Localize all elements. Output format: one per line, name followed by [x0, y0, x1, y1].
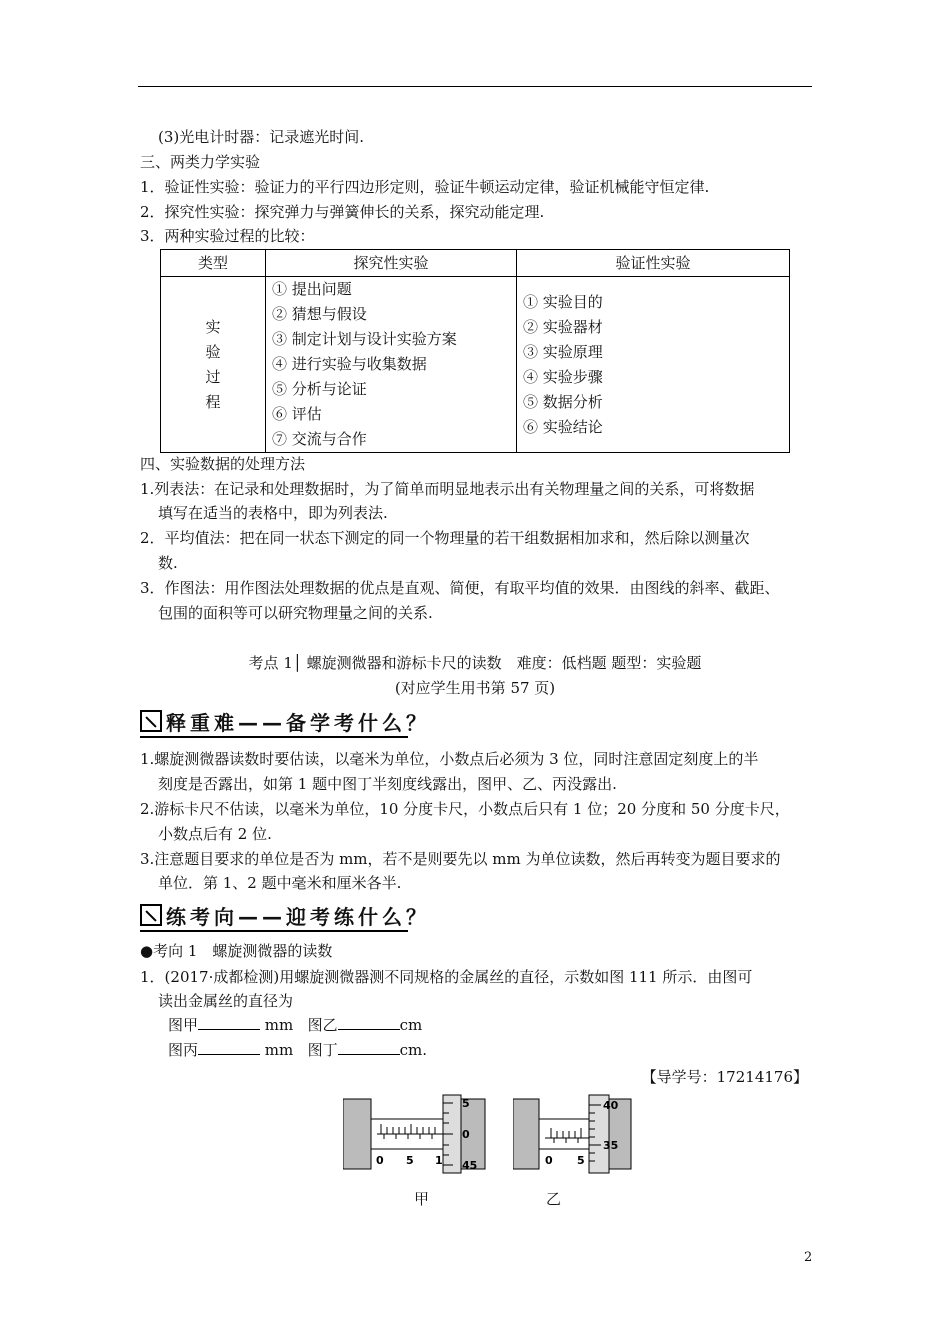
verify-steps	[517, 277, 790, 453]
top-item: (3)光电计时器：记录遮光时间.	[158, 128, 365, 146]
figure-caption-yi: 乙	[546, 1190, 562, 1208]
paragraph-line: 小数点后有 2 位.	[158, 825, 272, 843]
paragraph-line: 刻度是否露出，如第 1 题中图丁半刻度线露出，图甲、乙、丙没露出.	[158, 775, 617, 793]
banner-rule	[140, 736, 408, 738]
list-item: ⑤ 分析与论证	[272, 380, 367, 398]
list-item: ④ 实验步骤	[523, 367, 603, 386]
page-number: 2	[804, 1250, 813, 1265]
micrometer-figure-jia	[343, 1093, 488, 1175]
list-item: ③ 制定计划与设计实验方案	[272, 330, 457, 348]
paragraph-line: 1.列表法：在记录和处理数据时，为了简单而明显地表示出有关物理量之间的关系，可将数据	[140, 480, 755, 498]
section-banner: 练考向——迎考练什么？	[140, 902, 430, 928]
list-item: ② 实验器材	[523, 317, 603, 336]
micrometer-figure-yi	[513, 1093, 633, 1175]
comparison-table	[160, 249, 790, 453]
paragraph-line: 3.注意题目要求的单位是否为 mm，若不是则要先以 mm 为单位读数，然后再转变为题目要求的	[140, 850, 781, 868]
paragraph-line: 2.游标卡尺不估读，以毫米为单位，10 分度卡尺，小数点后只有 1 位；20 分度和 50 分度卡尺，	[140, 800, 790, 818]
answer-blank[interactable]	[338, 1040, 400, 1055]
jia-thimble-label: 5	[462, 1097, 470, 1110]
list-item: ① 实验目的	[523, 292, 603, 311]
section3-item: 2．探究性实验：探究弹力与弹簧伸长的关系，探究动能定理.	[140, 203, 545, 221]
jia-main-label: 5	[406, 1154, 414, 1167]
paragraph-line: 数.	[158, 554, 178, 572]
list-item: ⑥ 评估	[272, 405, 322, 423]
question-line: 1．(2017·成都检测)用螺旋测微器测不同规格的金属丝的直径，示数如图 111 所示．由图可	[140, 968, 753, 986]
guide-number: 【导学号：17214176】	[641, 1068, 808, 1086]
answer-row: 图丙 mm 图丁 cm.	[168, 1041, 427, 1059]
table-header: 类型	[161, 250, 266, 277]
section3-item: 3．两种实验过程的比较：	[140, 227, 315, 245]
banner-arrow-icon	[140, 710, 162, 732]
list-item: ④ 进行实验与收集数据	[272, 355, 427, 373]
paragraph-line: 单位．第 1、2 题中毫米和厘米各半.	[158, 874, 402, 892]
yi-thimble-label: 35	[603, 1139, 619, 1152]
paragraph-line: 3．作图法：用作图法处理数据的优点是直观、简便，有取平均值的效果．由图线的斜率、截距、	[140, 579, 780, 597]
banner-rule	[140, 930, 408, 932]
paragraph-line: 包围的面积等可以研究物理量之间的关系.	[158, 604, 433, 622]
answer-blank[interactable]	[338, 1015, 400, 1030]
yi-main-label: 5	[577, 1154, 585, 1167]
answer-blank[interactable]	[198, 1040, 260, 1055]
section3-item: 1．验证性实验：验证力的平行四边形定则，验证牛顿运动定律，验证机械能守恒定律.	[140, 178, 710, 196]
list-item: ② 猜想与假设	[272, 305, 367, 323]
list-item: ⑤ 数据分析	[523, 392, 603, 411]
yi-thimble-label: 40	[603, 1099, 619, 1112]
list-item: ⑦ 交流与合作	[272, 430, 367, 448]
paragraph-line: 填写在适当的表格中，即为列表法.	[158, 504, 388, 522]
list-item: ① 提出问题	[272, 280, 352, 298]
jia-main-label: 1	[435, 1154, 443, 1167]
explore-steps	[266, 277, 517, 453]
kaodian-title: 考点 1│ 螺旋测微器和游标卡尺的读数 难度：低档题 题型：实验题	[248, 654, 702, 672]
list-item: ③ 实验原理	[523, 342, 603, 361]
question-line: 读出金属丝的直径为	[158, 992, 294, 1010]
answer-row: 图甲 mm 图乙 cm	[168, 1016, 423, 1034]
jia-thimble-label: 45	[462, 1159, 478, 1172]
table-header: 探究性实验	[266, 250, 517, 277]
row-label: 实 验 过 程	[161, 277, 266, 453]
banner-arrow-icon	[140, 904, 162, 926]
kaodian-ref: (对应学生用书第 57 页)	[394, 679, 556, 697]
table-header: 验证性实验	[517, 250, 790, 277]
figure-caption-jia: 甲	[414, 1190, 430, 1208]
paragraph-line: 2．平均值法：把在同一状态下测定的同一个物理量的若干组数据相加求和，然后除以测量次	[140, 529, 750, 547]
top-rule	[138, 86, 812, 87]
paragraph-line: 1.螺旋测微器读数时要估读，以毫米为单位，小数点后必须为 3 位，同时注意固定刻度上的半	[140, 750, 759, 768]
section3-heading: 三、两类力学实验	[140, 153, 261, 171]
answer-blank[interactable]	[198, 1015, 260, 1030]
jia-main-label: 0	[376, 1154, 384, 1167]
jia-thimble-label: 0	[462, 1128, 470, 1141]
yi-main-label: 0	[545, 1154, 553, 1167]
section-banner: 释重难——备学考什么？	[140, 708, 430, 734]
section4-heading: 四、实验数据的处理方法	[140, 455, 306, 473]
kaoxiang-heading: ●考向 1 螺旋测微器的读数	[140, 942, 333, 960]
list-item: ⑥ 实验结论	[523, 417, 603, 436]
